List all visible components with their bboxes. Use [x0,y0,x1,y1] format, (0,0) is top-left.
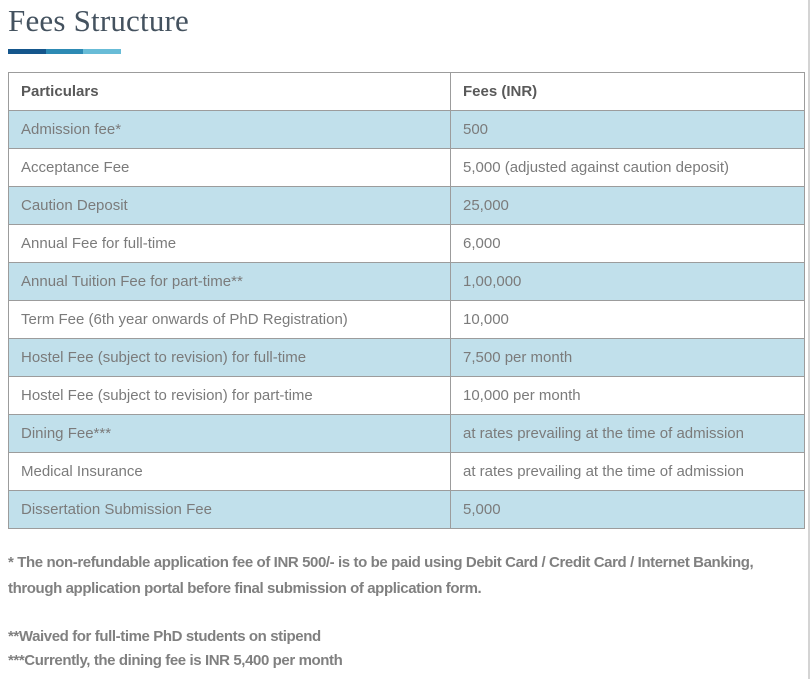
footnote-waived-stipend: **Waived for full-time PhD students on stipend [8,628,321,645]
table-row [9,225,805,263]
particulars-cell: Dissertation Submission Fee [9,491,451,529]
fees-cell: at rates prevailing at the time of admission [451,415,805,453]
fees-cell: 25,000 [451,187,805,225]
fees-cell: 10,000 [451,301,805,339]
particulars-cell: Hostel Fee (subject to revision) for full-time [9,339,451,377]
accent-segment-dark [8,49,46,54]
footnotes [8,550,796,673]
particulars-cell: Medical Insurance [9,453,451,491]
table-row [9,149,805,187]
accent-segment-mid [46,49,84,54]
particulars-cell: Annual Tuition Fee for part-time** [9,263,451,301]
page-title: Fees Structure [8,3,190,38]
particulars-cell: Dining Fee*** [9,415,451,453]
fees-cell: 6,000 [451,225,805,263]
table-header-row [9,73,805,111]
scrollbar-track[interactable] [808,0,810,679]
accent-segment-light [83,49,121,54]
footnote-application-fee: * The non-refundable application fee of INR 500/- is to be paid using Debit Card / Credit Card / Internet Banking, through application portal before final submission of application form. [8,554,754,597]
particulars-cell: Annual Fee for full-time [9,225,451,263]
fees-cell: 500 [451,111,805,149]
particulars-cell: Caution Deposit [9,187,451,225]
title-accent-divider [8,49,121,54]
particulars-cell: Term Fee (6th year onwards of PhD Registration) [9,301,451,339]
table-row [9,415,805,453]
table-row [9,301,805,339]
table-row [9,111,805,149]
table-row [9,187,805,225]
table-row [9,339,805,377]
fees-table [8,72,805,529]
fees-cell: at rates prevailing at the time of admission [451,453,805,491]
table-row [9,491,805,529]
fees-cell: 7,500 per month [451,339,805,377]
fees-cell: 5,000 (adjusted against caution deposit) [451,149,805,187]
header-fees: Fees (INR) [451,73,805,111]
particulars-cell: Admission fee* [9,111,451,149]
fees-cell: 10,000 per month [451,377,805,415]
table-row [9,453,805,491]
particulars-cell: Acceptance Fee [9,149,451,187]
table-row [9,263,805,301]
table-row [9,377,805,415]
fees-cell: 5,000 [451,491,805,529]
particulars-cell: Hostel Fee (subject to revision) for part-time [9,377,451,415]
footnote-dining-fee: ***Currently, the dining fee is INR 5,400 per month [8,652,343,669]
fees-cell: 1,00,000 [451,263,805,301]
header-particulars: Particulars [9,73,451,111]
fees-table-body [9,111,805,529]
